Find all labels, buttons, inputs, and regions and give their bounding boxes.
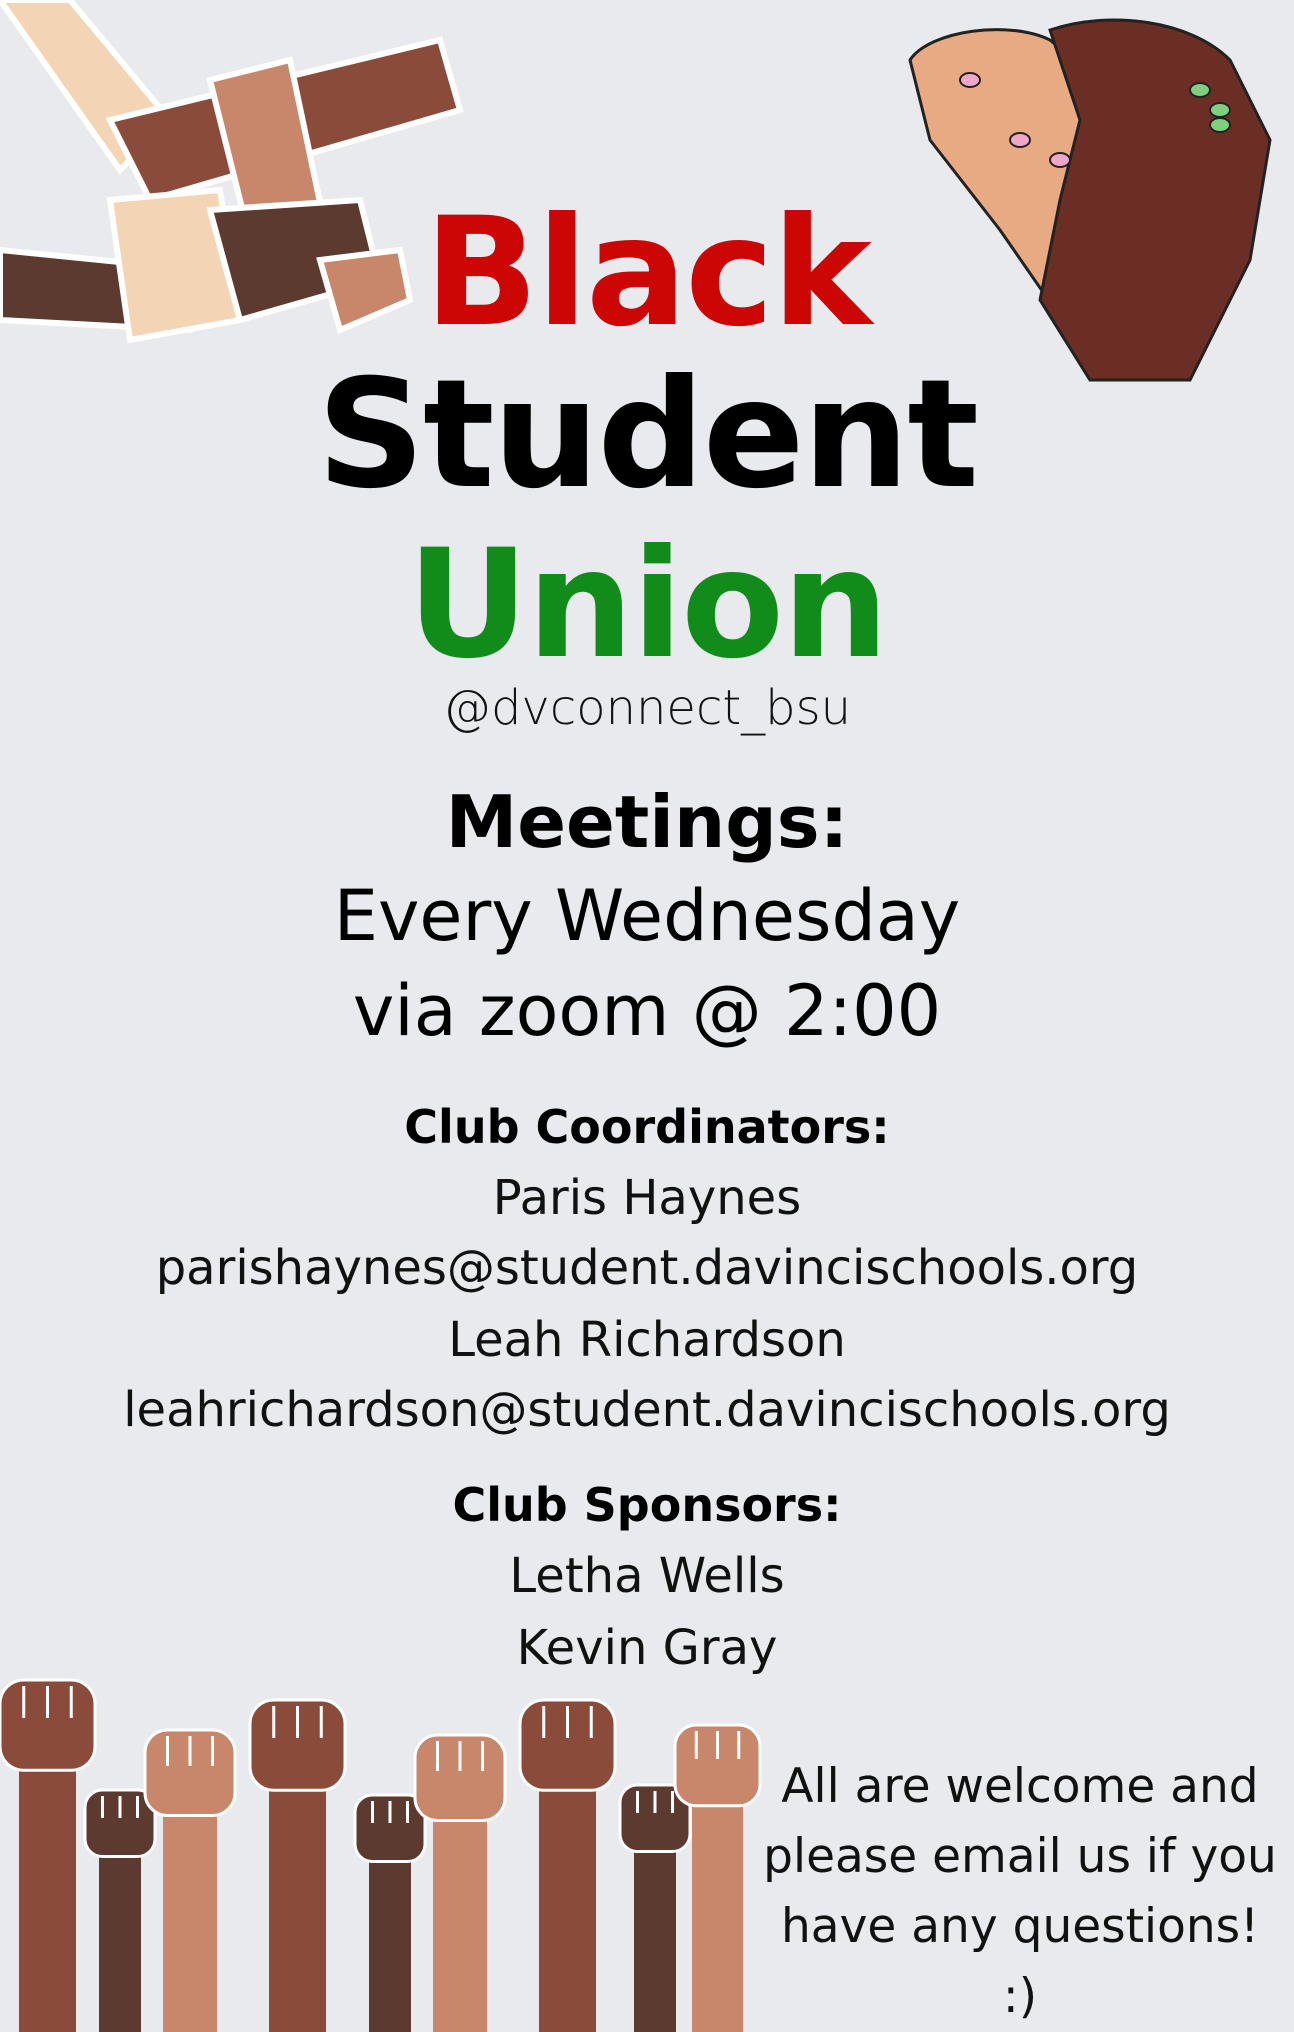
title-student: Student (316, 348, 978, 522)
raised-fist (85, 1790, 155, 2032)
nail-pink-2 (1010, 133, 1030, 147)
welcome-line: please email us if you (763, 1829, 1277, 1884)
nail-green-1 (1190, 83, 1210, 97)
welcome-line: have any questions! :) (781, 1899, 1259, 2024)
sponsor-name: Letha Wells (509, 1548, 785, 1604)
coordinator-email: leahrichardson@student.davincischools.org (123, 1382, 1171, 1438)
coordinator-name: Paris Haynes (492, 1170, 802, 1226)
title-black: Black (424, 186, 870, 360)
nail-green-2 (1210, 103, 1230, 117)
raised-fist (675, 1725, 760, 2032)
meetings-day: Every Wednesday (333, 875, 961, 957)
meetings-heading: Meetings: (445, 780, 849, 864)
raised-fist (355, 1795, 425, 2032)
raised-fist (520, 1700, 615, 2032)
social-handle: @dvconnect_bsu (442, 680, 852, 736)
raised-fist (250, 1700, 345, 2032)
raised-fist (145, 1730, 235, 2032)
coordinator-name: Leah Richardson (448, 1312, 846, 1368)
sponsors-heading: Club Sponsors: (452, 1478, 842, 1532)
meetings-time: via zoom @ 2:00 (352, 970, 942, 1052)
sponsor-name: Kevin Gray (516, 1620, 778, 1676)
nail-pink-3 (1050, 153, 1070, 167)
coordinator-email: parishaynes@student.davincischools.org (155, 1240, 1139, 1296)
coordinators-heading: Club Coordinators: (404, 1100, 890, 1154)
nail-green-3 (1210, 118, 1230, 132)
raised-fist (620, 1785, 690, 2032)
raised-fist (0, 1680, 95, 2032)
raised-fist (415, 1735, 505, 2032)
welcome-message (760, 1752, 1280, 2032)
welcome-line: All are welcome and (781, 1759, 1259, 1814)
raised-fists-illustration (0, 1660, 760, 2000)
nail-pink-1 (960, 73, 980, 87)
title-union: Union (407, 518, 887, 692)
